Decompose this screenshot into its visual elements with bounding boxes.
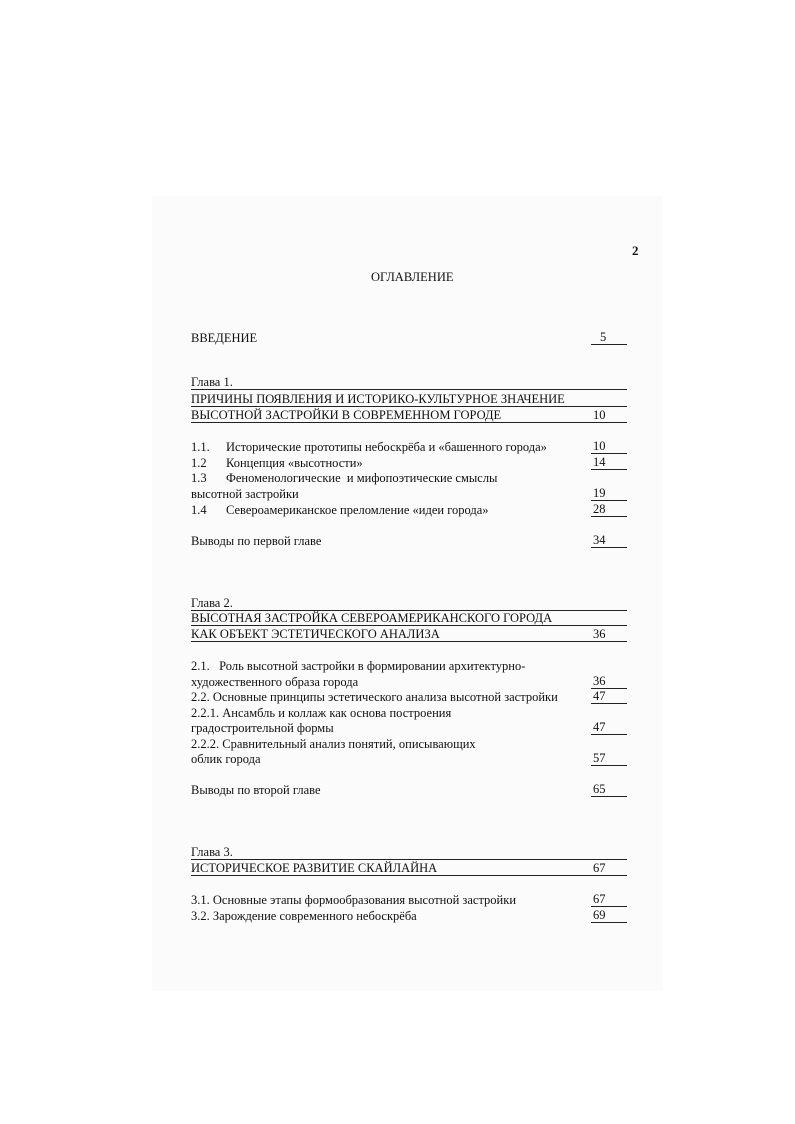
toc-entry-2-1: 2.1. Роль высотной застройки в формировании архитектурно-: [191, 659, 526, 673]
toc-entry-2-2-2: 2.2.2. Сравнительный анализ понятий, описывающих: [191, 737, 476, 751]
chapter3-label: Глава 3.: [191, 845, 627, 860]
page-number: 2: [632, 243, 639, 258]
toc-entry-2-2-1: 2.2.1. Ансамбль и коллаж как основа построения: [191, 706, 452, 720]
toc-entry-1-3-num: 1.3: [191, 471, 207, 485]
toc-entry-1-2-page: 14: [591, 455, 627, 470]
toc-entry-2-1-page: 36: [591, 674, 627, 689]
toc-entry-1-2: Концепция «высотности»: [226, 456, 363, 470]
toc-entry-1-4: Североамериканское преломление «идеи города»: [226, 503, 489, 517]
toc-entry-1-2-num: 1.2: [191, 456, 207, 470]
chapter2-summary-page: 65: [591, 782, 627, 797]
chapter3-page: 67: [591, 861, 627, 876]
toc-entry-1-1-page: 10: [591, 439, 627, 454]
chapter1-page: 10: [591, 408, 627, 423]
toc-entry-1-4-page: 28: [591, 502, 627, 517]
toc-entry-3-1-page: 67: [591, 892, 627, 907]
page-title: ОГЛАВЛЕНИЕ: [371, 270, 454, 284]
chapter2-label: Глава 2.: [191, 596, 627, 611]
toc-entry-2-2-1-cont: градостроительной формы: [191, 721, 334, 735]
chapter2-page: 36: [591, 627, 627, 642]
toc-entry-3-1: 3.1. Основные этапы формообразования высотной застройки: [191, 893, 517, 907]
toc-entry-2-2-2-page: 57: [591, 751, 627, 766]
toc-entry-2-2: 2.2. Основные принципы эстетического анализа высотной застройки: [191, 690, 558, 704]
chapter1-summary: Выводы по первой главе: [191, 534, 322, 548]
intro-page: 5: [591, 330, 627, 345]
chapter1-label: Глава 1.: [191, 375, 627, 390]
toc-entry-1-4-num: 1.4: [191, 503, 207, 517]
intro-label: ВВЕДЕНИЕ: [191, 331, 258, 345]
toc-entry-2-2-1-page: 47: [591, 720, 627, 735]
chapter2-summary: Выводы по второй главе: [191, 783, 321, 797]
chapter1-heading-line1: ПРИЧИНЫ ПОЯВЛЕНИЯ И ИСТОРИКО-КУЛЬТУРНОЕ ЗНАЧЕНИЕ: [191, 392, 627, 407]
toc-entry-1-1-num: 1.1.: [191, 440, 210, 454]
chapter2-heading-line1: ВЫСОТНАЯ ЗАСТРОЙКА СЕВЕРОАМЕРИКАНСКОГО ГОРОДА: [191, 611, 627, 626]
toc-entry-2-2-page: 47: [591, 689, 627, 704]
toc-entry-1-3-page: 19: [591, 486, 627, 501]
toc-entry-1-1: Исторические прототипы небоскрёба и «башенного города»: [226, 440, 547, 454]
toc-entry-1-3: Феноменологические и мифопоэтические смыслы: [226, 471, 498, 485]
toc-entry-3-2: 3.2. Зарождение современного небоскрёба: [191, 909, 417, 923]
toc-entry-3-2-page: 69: [591, 908, 627, 923]
chapter1-summary-page: 34: [591, 533, 627, 548]
toc-entry-2-2-2-cont: облик города: [191, 752, 261, 766]
chapter2-heading-line2: КАК ОБЪЕКТ ЭСТЕТИЧЕСКОГО АНАЛИЗА: [191, 627, 591, 642]
chapter3-heading: ИСТОРИЧЕСКОЕ РАЗВИТИЕ СКАЙЛАЙНА: [191, 861, 591, 876]
toc-entry-2-1-cont: художественного образа города: [191, 675, 359, 689]
chapter1-heading-line2: ВЫСОТНОЙ ЗАСТРОЙКИ В СОВРЕМЕННОМ ГОРОДЕ: [191, 408, 591, 423]
toc-entry-1-3-cont: высотной застройки: [191, 487, 299, 501]
